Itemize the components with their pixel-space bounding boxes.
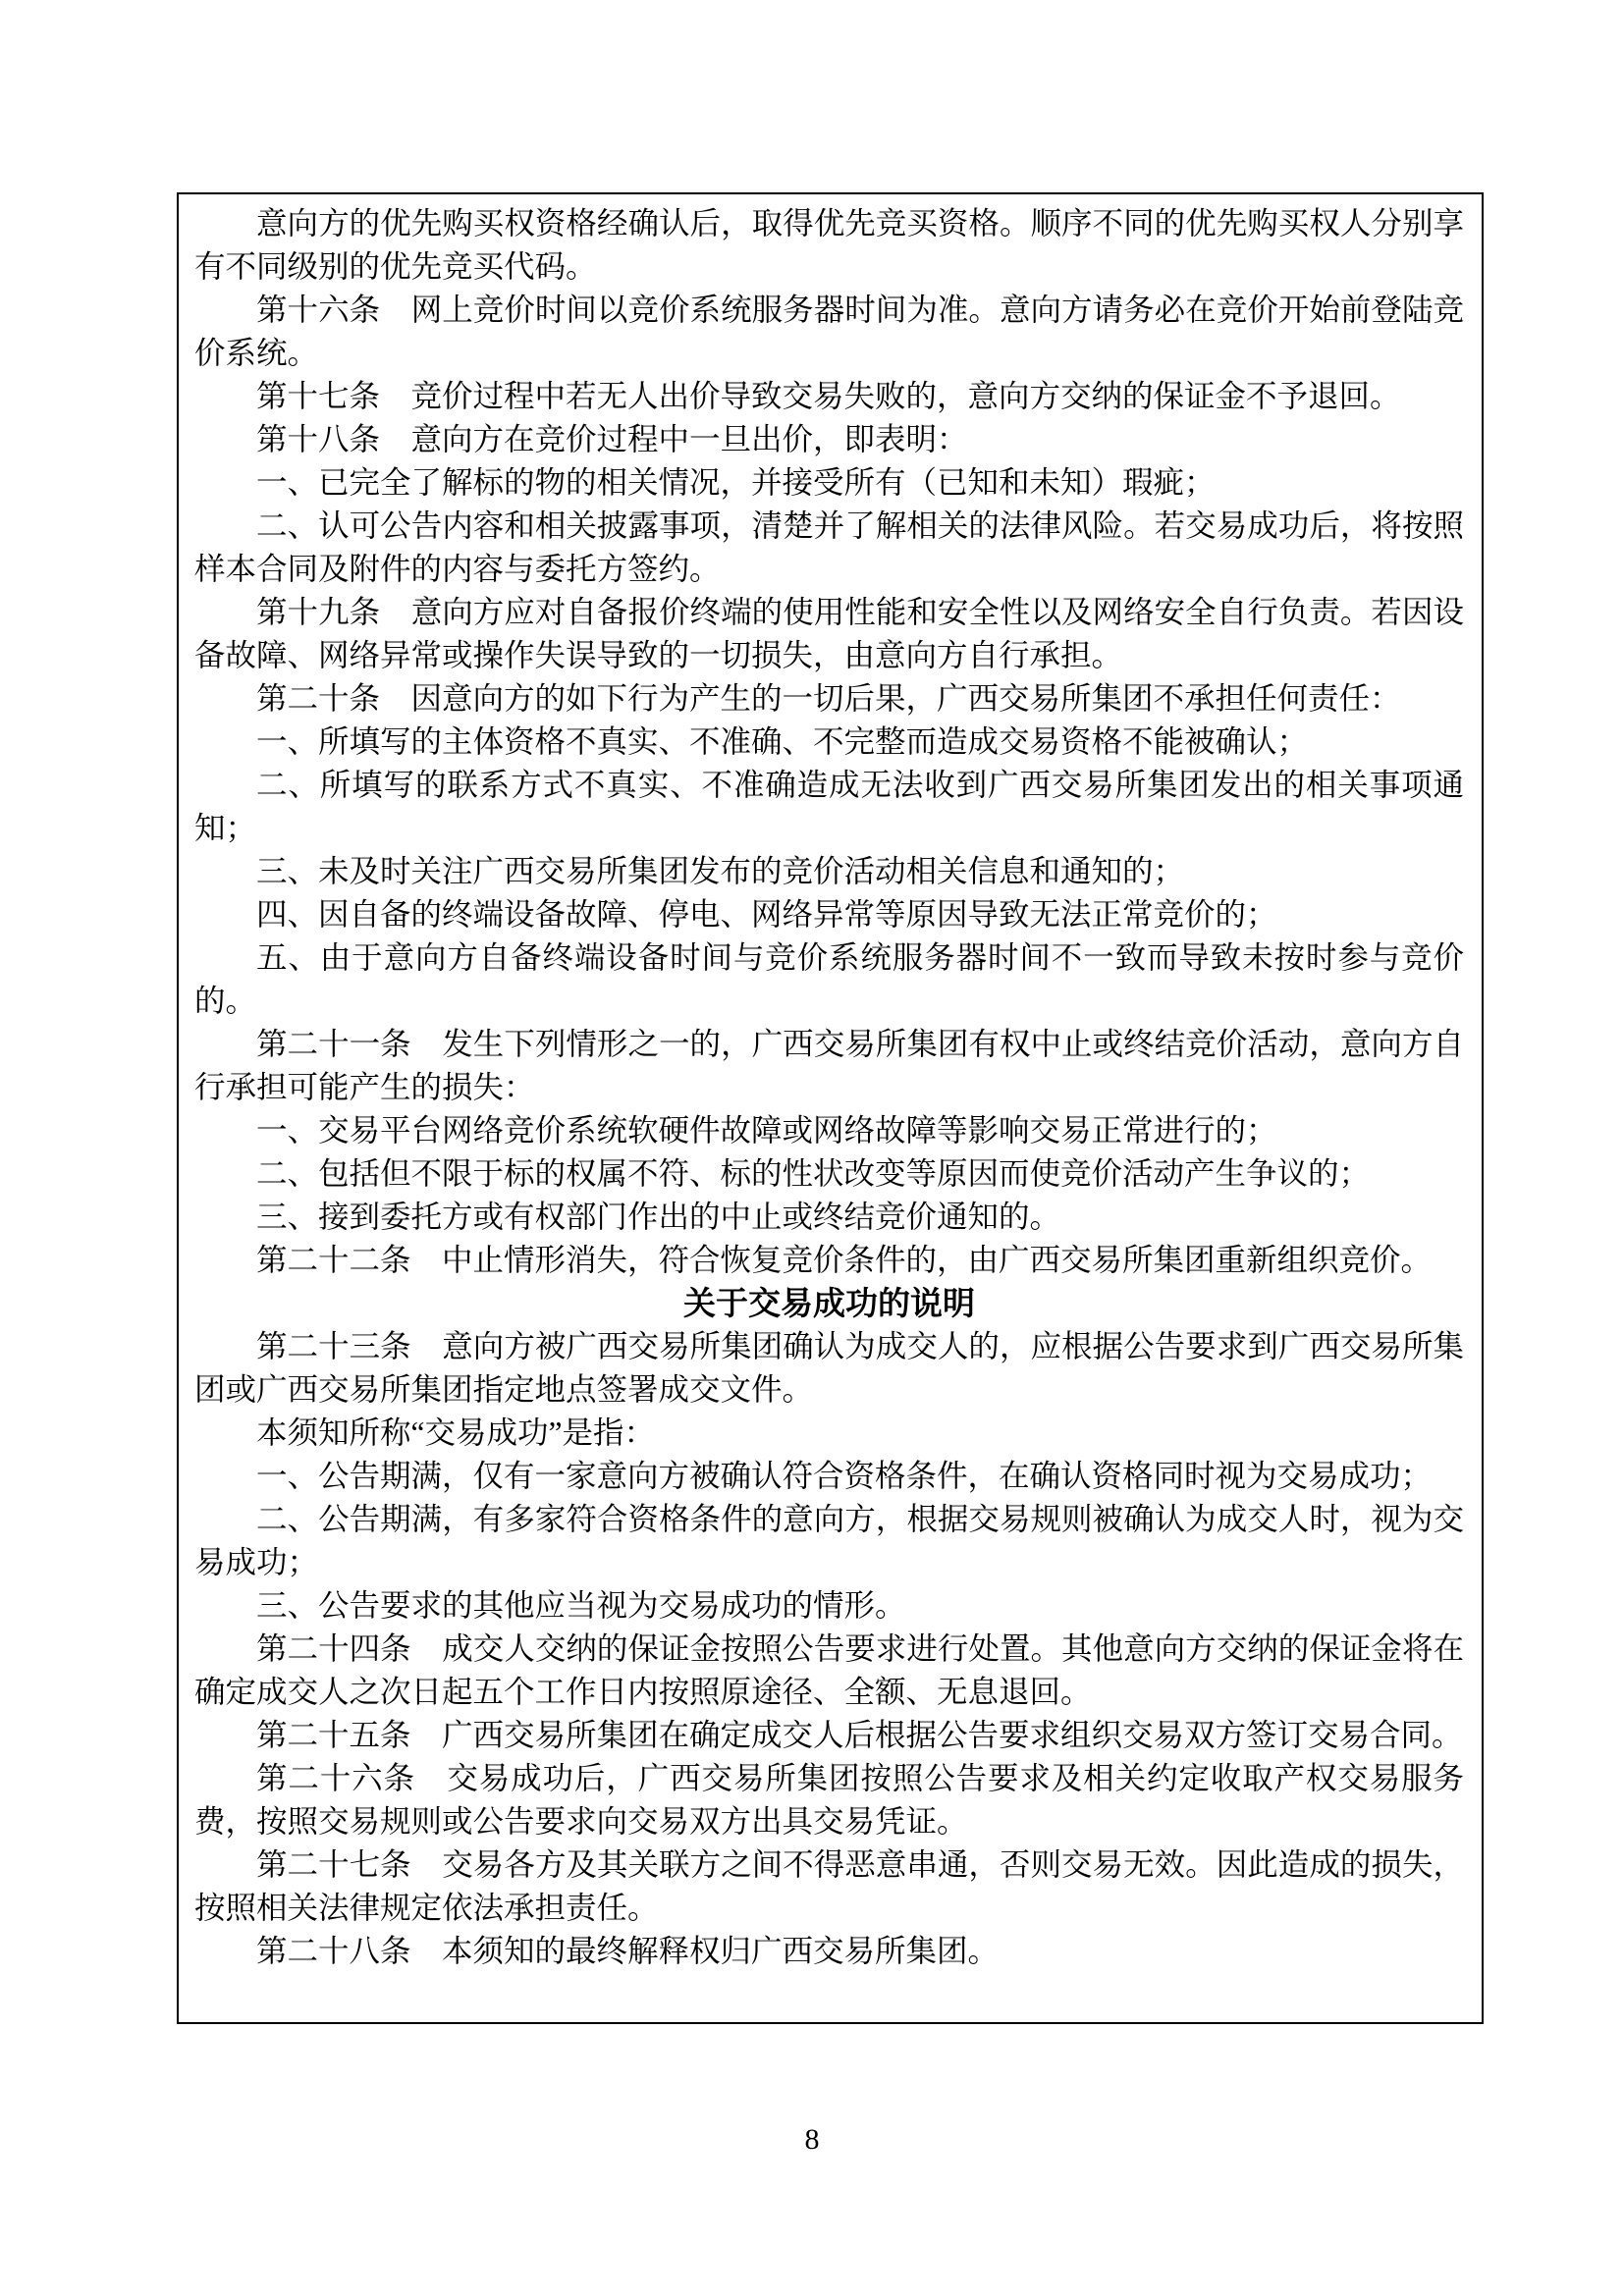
paragraph: 意向方的优先购买权资格经确认后，取得优先竞买资格。顺序不同的优先购买权人分别享有不同级别的优先竞买代码。 xyxy=(194,206,1464,284)
paragraph: 第十六条 网上竞价时间以竞价系统服务器时间为准。意向方请务必在竞价开始前登陆竞价系统。 xyxy=(194,293,1464,370)
paragraph: 一、公告期满，仅有一家意向方被确认符合资格条件，在确认资格同时视为交易成功； xyxy=(256,1459,1433,1493)
paragraph: 二、公告期满，有多家符合资格条件的意向方，根据交易规则被确认为成交人时，视为交易成功； xyxy=(194,1502,1464,1579)
paragraph: 第二十条 因意向方的如下行为产生的一切后果，广西交易所集团不承担任何责任： xyxy=(256,681,1401,716)
paragraph: 第十九条 意向方应对自备报价终端的使用性能和安全性以及网络安全自行负责。若因设备故障、网络异常或操作失误导致的一切损失，由意向方自行承担。 xyxy=(194,595,1464,672)
paragraph: 三、公告要求的其他应当视为交易成功的情形。 xyxy=(256,1588,906,1623)
paragraph: 第二十二条 中止情形消失，符合恢复竞价条件的，由广西交易所集团重新组织竞价。 xyxy=(256,1243,1433,1277)
paragraph: 一、交易平台网络竞价系统软硬件故障或网络故障等影响交易正常进行的； xyxy=(256,1113,1277,1148)
paragraph: 四、因自备的终端设备故障、停电、网络异常等原因导致无法正常竞价的； xyxy=(256,897,1277,932)
paragraph: 第二十三条 意向方被广西交易所集团确认为成交人的，应根据公告要求到广西交易所集团或广西交易所集团指定地点签署成交文件。 xyxy=(194,1329,1464,1407)
paragraph: 第二十六条 交易成功后，广西交易所集团按照公告要求及相关约定收取产权交易服务费，按照交易规则或公告要求向交易双方出具交易凭证。 xyxy=(194,1761,1464,1839)
paragraph: 第十八条 意向方在竞价过程中一旦出价，即表明： xyxy=(256,422,968,456)
paragraph: 一、所填写的主体资格不真实、不准确、不完整而造成交易资格不能被确认； xyxy=(256,724,1309,759)
paragraph: 第二十五条 广西交易所集团在确定成交人后根据公告要求组织交易双方签订交易合同。 xyxy=(256,1718,1463,1752)
paragraph: 本须知所称“交易成功”是指： xyxy=(256,1415,655,1450)
paragraph: 二、认可公告内容和相关披露事项，清楚并了解相关的法律风险。若交易成功后，将按照样本合同及附件的内容与委托方签约。 xyxy=(194,508,1464,586)
paragraph: 五、由于意向方自备终端设备时间与竞价系统服务器时间不一致而导致未按时参与竞价的。 xyxy=(194,940,1464,1018)
paragraph: 三、未及时关注广西交易所集团发布的竞价活动相关信息和通知的； xyxy=(256,854,1185,888)
paragraph: 第二十七条 交易各方及其关联方之间不得恶意串通，否则交易无效。因此造成的损失，按照相关法律规定依法承担责任。 xyxy=(194,1847,1464,1925)
paragraph: 三、接到委托方或有权部门作出的中止或终结竞价通知的。 xyxy=(256,1200,1061,1234)
section-heading: 关于交易成功的说明 xyxy=(683,1285,975,1321)
paragraph: 第二十四条 成交人交纳的保证金按照公告要求进行处置。其他意向方交纳的保证金将在确定成交人之次日起五个工作日内按照原途径、全额、无息退回。 xyxy=(194,1631,1464,1709)
paragraph: 第二十八条 本须知的最终解释权归广西交易所集团。 xyxy=(256,1934,1000,1968)
paragraph: 一、已完全了解标的物的相关情况，并接受所有（已知和未知）瑕疵； xyxy=(256,465,1216,500)
terms-table-cell xyxy=(177,192,1484,2024)
page-number: 8 xyxy=(804,2123,820,2156)
paragraph: 二、所填写的联系方式不真实、不准确造成无法收到广西交易所集团发出的相关事项通知； xyxy=(194,768,1464,845)
paragraph: 第二十一条 发生下列情形之一的，广西交易所集团有权中止或终结竞价活动，意向方自行承担可能产生的损失： xyxy=(194,1027,1464,1104)
paragraph: 第十七条 竞价过程中若无人出价导致交易失败的，意向方交纳的保证金不予退回。 xyxy=(256,379,1401,413)
paragraph: 二、包括但不限于标的权属不符、标的性状改变等原因而使竞价活动产生争议的； xyxy=(256,1156,1371,1191)
